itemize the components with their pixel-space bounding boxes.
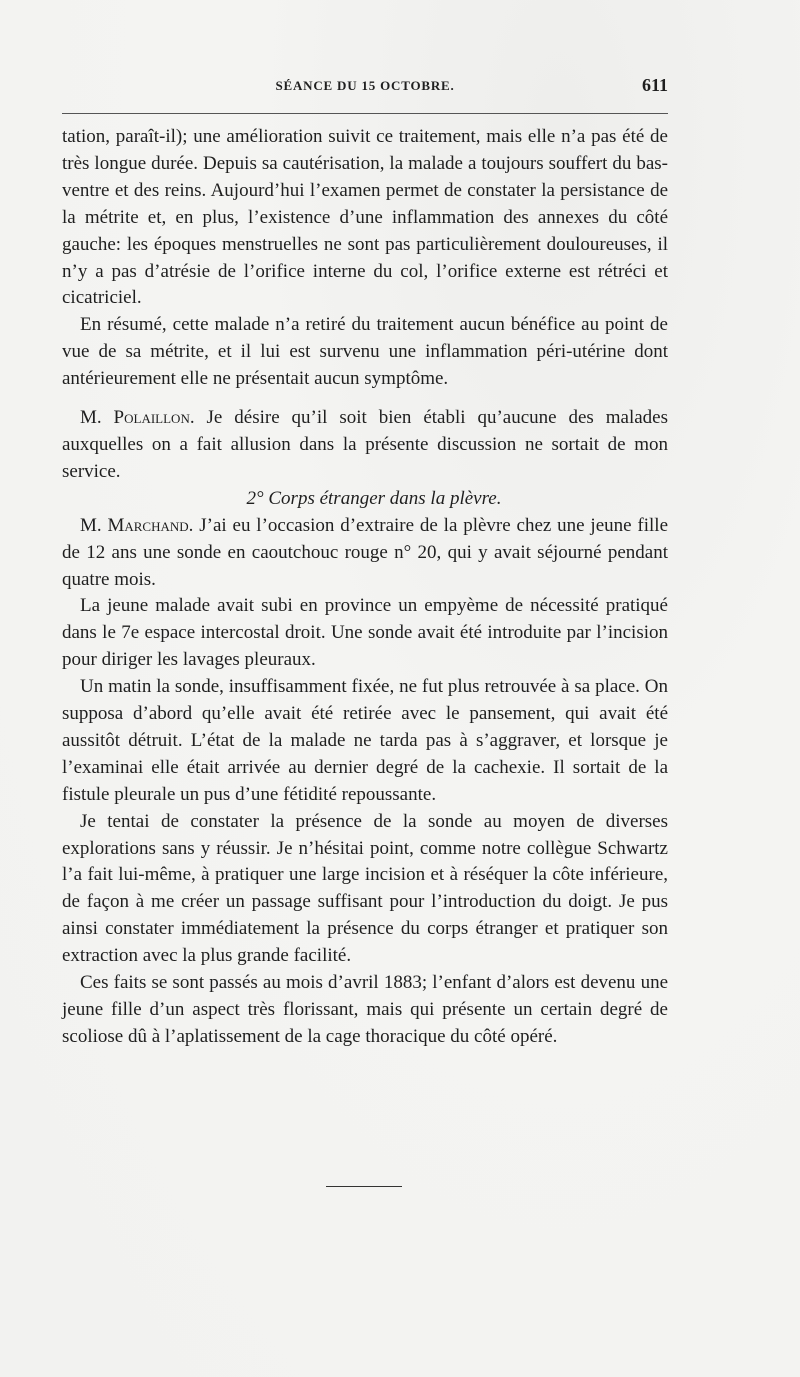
section-title: 2° Corps étranger dans la plèvre. <box>246 487 502 509</box>
speaker-text: Je désire qu’il soit bien établi qu’aucune des malades auxquelles on a fait allusion dans la présente discussion ne sortait de mon service. <box>62 407 668 482</box>
paragraph: Je tentai de constater la présence de la sonde au moyen de diverses explorations sans y réussir. Je n’hésitai point, comme notre collègue Schwartz l’a fait lui-même, à pratiquer une large incision et à réséquer la côte inférieure, de façon à me créer un passage suffisant pour l’introduction du doigt. Je pus ainsi constater immédiatement la présence du corps étranger et pratiquer son extraction avec la plus grande facilité. <box>62 810 668 967</box>
end-rule <box>326 1186 402 1187</box>
paragraph: tation, paraît-il); une amélioration suivit ce traitement, mais elle n’a pas été de très longue durée. Depuis sa cautérisation, la malade a toujours souffert du bas-ventre et des reins. Aujourd’hui l’examen permet de constater la persistance de la métrite et, en plus, l’existence d’une inflammation des annexes du côté gauche: les époques menstruelles ne sont pas particulièrement douloureuses, il n’y a pas d’atrésie de l’orifice interne du col, l’orifice externe est rétréci et cicatriciel. <box>62 126 668 309</box>
paragraph: Ces faits se sont passés au mois d’avril 1883; l’enfant d’alors est devenu une jeune fille d’un aspect très florissant, mais qui présente un certain degré de scoliose dû à l’aplatissement de la cage thoracique du côté opéré. <box>62 972 668 1047</box>
running-title: SÉANCE DU 15 OCTOBRE. <box>275 78 455 93</box>
paragraph <box>62 405 668 486</box>
paragraph: La jeune malade avait subi en province un empyème de nécessité pratiqué dans le 7e espace intercostal droit. Une sonde avait été introduite par l’incision pour diriger les lavages pleuraux. <box>62 595 668 671</box>
paragraph: En résumé, cette malade n’a retiré du traitement aucun bénéfice au point de vue de sa métrite, et il lui est survenu une inflammation péri-utérine dont antérieurement elle ne présentait aucun symptôme. <box>62 314 668 390</box>
header-rule <box>62 113 668 114</box>
speaker-text: J’ai eu l’occasion d’extraire de la plèvre chez une jeune fille de 12 ans une sonde en caoutchouc rouge n° 20, qui y avait séjourné pendant quatre mois. <box>62 514 669 590</box>
body-text <box>62 124 668 1051</box>
page-number: 611 <box>641 75 668 95</box>
paragraph: Un matin la sonde, insuffisamment fixée, ne fut plus retrouvée à sa place. On supposa d’abord qu’elle avait été retirée avec le pansement, qui avait été aussitôt détruit. L’état de la malade ne tarda pas à s’aggraver, et lorsque je l’examinai elle était arrivée au dernier degré de la cachexie. Il sortait de la fistule pleurale un pus d’une fétidité repoussante. <box>62 676 668 805</box>
speaker-name: M. Polaillon. <box>80 407 195 429</box>
speaker-name: M. Marchand. <box>80 514 194 536</box>
page-header <box>62 75 668 104</box>
paragraph <box>62 513 668 594</box>
